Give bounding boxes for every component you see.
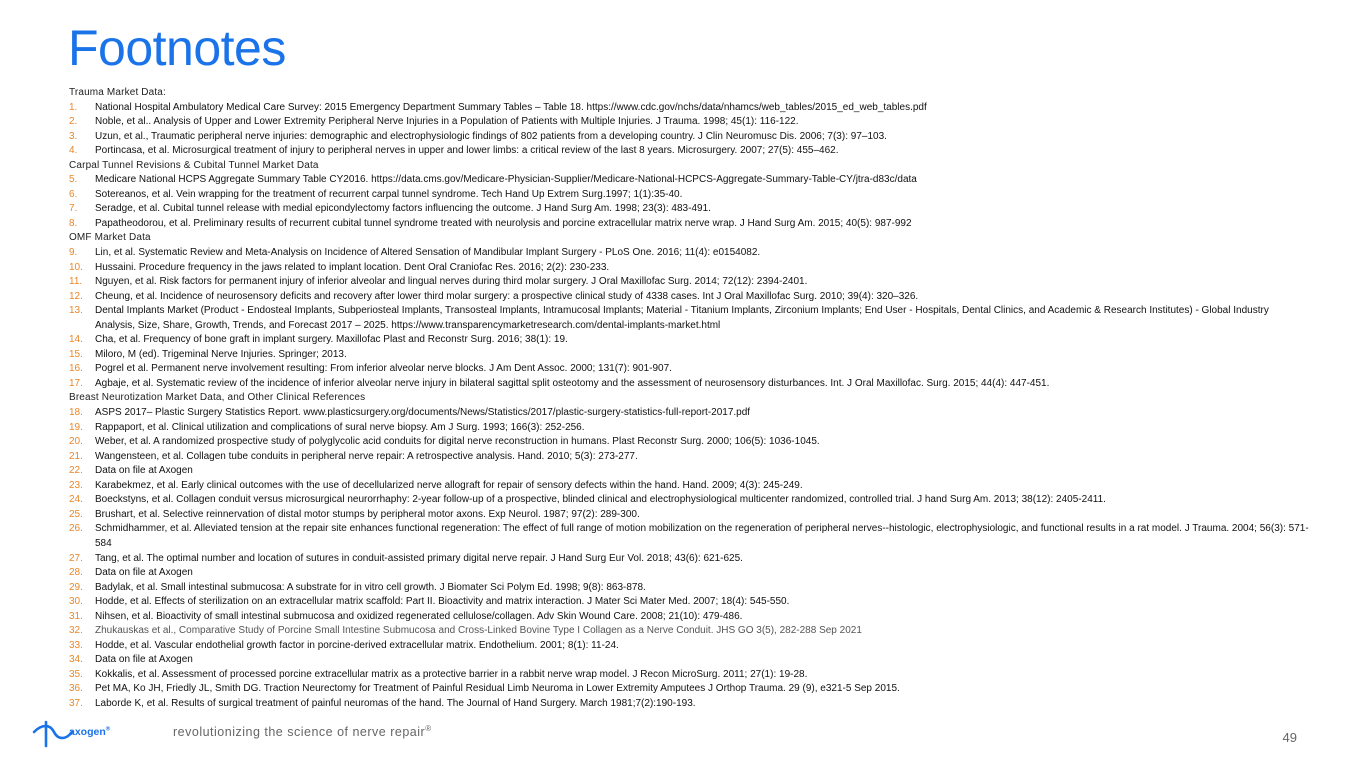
axogen-logo-text: axogen® (69, 726, 111, 738)
footnote-text: Laborde K, et al. Results of surgical treatment of painful neuromas of the hand. The Journal of Hand Surgery. March 1981;7(2):190-193. (95, 697, 696, 709)
footnote-item (69, 566, 1309, 581)
section-heading: Trauma Market Data: (69, 87, 166, 98)
footnote-item (69, 188, 1309, 203)
footnote-item (69, 348, 1309, 363)
footnote-item (69, 144, 1309, 159)
footnote-item (69, 493, 1309, 508)
footnote-text: Wangensteen, et al. Collagen tube conduits in peripheral nerve repair: A retrospective analysis. Hand. 2010; 5(3): 273-277. (95, 450, 638, 462)
page-title: Footnotes (68, 20, 286, 76)
footnote-text: Uzun, et al., Traumatic peripheral nerve injuries: demographic and electrophysiologic findings of 802 patients from a developing country. J Clin Neuromusc Dis. 2006; 7(3): 97–103. (95, 130, 887, 142)
footnote-item (69, 595, 1309, 610)
footnote-number: 15. (69, 348, 83, 360)
section-heading: Breast Neurotization Market Data, and Other Clinical References (69, 392, 366, 404)
footnote-number: 24. (69, 494, 83, 506)
footnote-number: 16. (69, 363, 83, 375)
footnote-number: 35. (69, 668, 83, 680)
footnote-item (69, 130, 1309, 145)
footnote-text: Nguyen, et al. Risk factors for permanent injury of inferior alveolar and lingual nerves during third molar surgery. J Oral Maxillofac Surg. 2014; 72(12): 2394-2401. (95, 276, 808, 288)
footnote-number: 17. (69, 377, 83, 389)
footnote-number: 26. (69, 523, 83, 535)
footnote-text: Pogrel et al. Permanent nerve involvement resulting: From inferior alveolar nerve blocks. J Am Dent Assoc. 2000; 131(7): 901-907. (95, 363, 672, 375)
footnote-number: 14. (69, 334, 83, 346)
footnote-text: Hussaini. Procedure frequency in the jaws related to implant location. Dent Oral Craniofac Res. 2016; 2(2): 230-233. (95, 261, 610, 273)
footnote-item (69, 508, 1309, 523)
footnote-number: 7. (69, 203, 78, 215)
footnote-text: ASPS 2017– Plastic Surgery Statistics Report. www.plasticsurgery.org/documents/News/Statistics/2017/plastic-surgery-statistics-full-report-2017.pdf (95, 407, 751, 419)
footnote-item (69, 202, 1309, 217)
footnote-item (69, 362, 1309, 377)
footnote-text: Miloro, M (ed). Trigeminal Nerve Injuries. Springer; 2013. (95, 348, 347, 360)
footnote-item (69, 639, 1309, 654)
footnote-text: Tang, et al. The optimal number and location of sutures in conduit-assisted primary digital nerve repair. J Hand Surg Eur Vol. 2018; 43(6): 621-625. (95, 552, 743, 564)
footnote-text: Medicare National HCPS Aggregate Summary Table CY2016. https://data.cms.gov/Medicare-Physician-Supplier/Medicare-National-HCPCS-Aggregate-Summary-Table-CY/jtra-d83c/data (95, 174, 917, 186)
footnote-number: 10. (69, 261, 83, 273)
footnote-item (69, 304, 1309, 333)
footnote-number: 27. (69, 552, 83, 564)
footnote-number: 25. (69, 508, 83, 520)
footnote-number: 3. (69, 130, 78, 142)
footnote-item (69, 552, 1309, 567)
footnote-text: Weber, et al. A randomized prospective study of polyglycolic acid conduits for digital nerve reconstruction in humans. Plast Reconstr Surg. 2000; 106(5): 1036-1045. (95, 436, 820, 448)
footnote-text: Data on file at Axogen (95, 654, 193, 666)
footnote-item (69, 435, 1309, 450)
footnote-item (69, 653, 1309, 668)
footnote-text: Schmidhammer, et al. Alleviated tension at the repair site enhances functional regeneration: The effect of full range of motion mobilization on the regeneration of peripheral nerves--histologic, electrophysiologic, and functional results in a rat model. J Trauma. 2004; 56(3): 571-584 (95, 523, 1309, 549)
footnote-number: 20. (69, 436, 83, 448)
page-number: 49 (1282, 730, 1297, 745)
footnote-text: Hodde, et al. Vascular endothelial growth factor in porcine-derived extracellular matrix. Endothelium. 2001; 8(1): 11-24. (95, 639, 619, 651)
footnote-item (69, 406, 1309, 421)
footnote-number: 36. (69, 683, 83, 695)
footnote-item (69, 421, 1309, 436)
footnote-text: Portincasa, et al. Microsurgical treatment of injury to peripheral nerves in upper and lower limbs: a critical review of the last 8 years. Microsurgery. 2007; 27(5): 455–462. (95, 145, 839, 157)
footnote-number: 37. (69, 697, 83, 709)
footnote-item (69, 682, 1309, 697)
footnote-number: 33. (69, 639, 83, 651)
footnote-text: Kokkalis, et al. Assessment of processed porcine extracellular matrix as a protective barrier in a rabbit nerve wrap model. J Recon MicroSurg. 2011; 27(1): 19-28. (95, 668, 808, 680)
footnote-number: 34. (69, 654, 83, 666)
footnote-text: Lin, et al. Systematic Review and Meta-Analysis on Incidence of Altered Sensation of Mandibular Implant Surgery - PLoS One. 2016; 11(4): e0154082. (95, 247, 761, 259)
footnote-item (69, 333, 1309, 348)
footnote-number: 22. (69, 465, 83, 477)
footnote-number: 18. (69, 407, 83, 419)
footnote-item (69, 697, 1309, 712)
footnote-text: Noble, et al.. Analysis of Upper and Lower Extremity Peripheral Nerve Injuries in a Population of Patients with Multiple Injuries. J Trauma. 1998; 45(1): 116-122. (95, 116, 799, 128)
footnote-item (69, 101, 1309, 116)
footnote-number: 13. (69, 305, 83, 317)
footnote-number: 4. (69, 145, 78, 157)
footnote-number: 8. (69, 217, 78, 229)
footnote-number: 32. (69, 625, 83, 637)
footnote-item (69, 275, 1309, 290)
footnote-number: 28. (69, 567, 83, 579)
footnote-item (69, 668, 1309, 683)
footnote-text: Zhukauskas et al., Comparative Study of Porcine Small Intestine Submucosa and Cross-Linked Bovine Type I Collagen as a Nerve Conduit. JHS GO 3(5), 282-288 Sep 2021 (95, 625, 862, 637)
footnote-text: Data on file at Axogen (95, 567, 193, 579)
footnote-number: 12. (69, 290, 83, 302)
footnote-number: 19. (69, 421, 83, 433)
footnote-item (69, 610, 1309, 625)
footnote-text: Boeckstyns, et al. Collagen conduit versus microsurgical neurorrhaphy: 2-year follow-up of a prospective, blinded clinical and electrophysiological multicenter randomized, controlled trial. J hand Surg Am. 2013; 38(12): 2405-2411. (95, 494, 1106, 506)
footnote-text: Karabekmez, et al. Early clinical outcomes with the use of decellularized nerve allograft for repair of sensory defects within the hand. Hand. 2009; 4(3): 245-249. (95, 479, 803, 491)
footnote-number: 30. (69, 596, 83, 608)
footnote-number: 5. (69, 174, 78, 186)
footnote-text: Seradge, et al. Cubital tunnel release with medial epicondylectomy factors influencing the outcome. J Hand Surg Am. 1998; 23(3): 483-491. (95, 203, 711, 215)
footnote-text: Dental Implants Market (Product - Endosteal Implants, Subperiosteal Implants, Transosteal Implants, Intramucosal Implants; Material - Titanium Implants, Zirconium Implants; End User - Hospitals, Dental Clinics, and Academic & Research Institutes) - Global Industry Analysis, Size, Share, Growth, Trends, and Forecast 2017 – 2025. https://www.transparencymarketresearch.com/dental-implants-market.html (95, 305, 1269, 331)
footnote-text: National Hospital Ambulatory Medical Care Survey: 2015 Emergency Department Summary Tables – Table 18. https://www.cdc.gov/nchs/data/nhamcs/web_tables/2015_ed_web_tables.pdf (95, 101, 927, 113)
section-heading: Carpal Tunnel Revisions & Cubital Tunnel Market Data (69, 159, 319, 171)
footnote-item (69, 173, 1309, 188)
footnote-number: 23. (69, 479, 83, 491)
footnotes-list (69, 86, 1309, 712)
footnote-number: 29. (69, 581, 83, 593)
footnote-item (69, 217, 1309, 232)
footnote-number: 6. (69, 188, 78, 200)
footnote-text: Cha, et al. Frequency of bone graft in implant surgery. Maxillofac Plast and Reconstr Surg. 2016; 38(1): 19. (95, 334, 568, 346)
footnote-item (69, 479, 1309, 494)
footnote-text: Pet MA, Ko JH, Friedly JL, Smith DG. Traction Neurectomy for Treatment of Painful Residual Limb Neuroma in Lower Extremity Amputees J Orthop Trauma. 29 (9), e321-5 Sep 2015. (95, 683, 900, 695)
footnote-text: Cheung, et al. Incidence of neurosensory deficits and recovery after lower third molar surgery: a prospective clinical study of 4338 cases. Int J Oral Maxillofac Surg. 2010; 39(4): 320–326. (95, 290, 919, 302)
footnote-number: 2. (69, 116, 78, 128)
footnote-text: Nihsen, et al. Bioactivity of small intestinal submucosa and oxidized regenerated cellulose/collagen. Adv Skin Wound Care. 2008; 21(10): 479-486. (95, 610, 743, 622)
footnote-item (69, 581, 1309, 596)
footnote-item (69, 624, 1309, 639)
footnote-number: 1. (69, 101, 78, 113)
footnote-text: Hodde, et al. Effects of sterilization on an extracellular matrix scaffold: Part II. Bioactivity and matrix interaction. J Mater Sci Mater Med. 2007; 18(4): 545-550. (95, 596, 790, 608)
footnote-item (69, 377, 1309, 392)
footnote-number: 21. (69, 450, 83, 462)
footnote-item (69, 464, 1309, 479)
footnote-item (69, 246, 1309, 261)
footnote-number: 9. (69, 247, 78, 259)
footnote-item (69, 115, 1309, 130)
footnote-text: Papatheodorou, et al. Preliminary results of recurrent cubital tunnel syndrome treated with neurolysis and porcine extracellular matrix nerve wrap. J Hand Surg Am. 2015; 40(5): 987-992 (95, 217, 912, 229)
footnote-number: 11. (69, 276, 83, 288)
footnote-item (69, 290, 1309, 305)
footer-tagline: revolutionizing the science of nerve repair® (173, 724, 432, 740)
footnote-item (69, 522, 1309, 551)
section-heading: OMF Market Data (69, 232, 151, 244)
footnote-text: Brushart, et al. Selective reinnervation of distal motor stumps by peripheral motor axons. Exp Neurol. 1987; 97(2): 289-300. (95, 508, 640, 520)
footnote-number: 31. (69, 610, 83, 622)
footnote-text: Rappaport, et al. Clinical utilization and complications of sural nerve biopsy. Am J Surg. 1993; 166(3): 252-256. (95, 421, 585, 433)
footnote-item (69, 261, 1309, 276)
footnote-item (69, 450, 1309, 465)
footnote-text: Sotereanos, et al. Vein wrapping for the treatment of recurrent carpal tunnel syndrome. Tech Hand Up Extrem Surg.1997; 1(1):35-40. (95, 188, 683, 200)
footnote-text: Badylak, et al. Small intestinal submucosa: A substrate for in vitro cell growth. J Biomater Sci Polym Ed. 1998; 9(8): 863-878. (95, 581, 646, 593)
footnote-text: Data on file at Axogen (95, 465, 193, 477)
footnote-text: Agbaje, et al. Systematic review of the incidence of inferior alveolar nerve injury in bilateral sagittal split osteotomy and the assessment of neurosensory disturbances. Int. J Oral Maxillofac. Surg. 2015; 44(4): 447-451. (95, 377, 1050, 389)
